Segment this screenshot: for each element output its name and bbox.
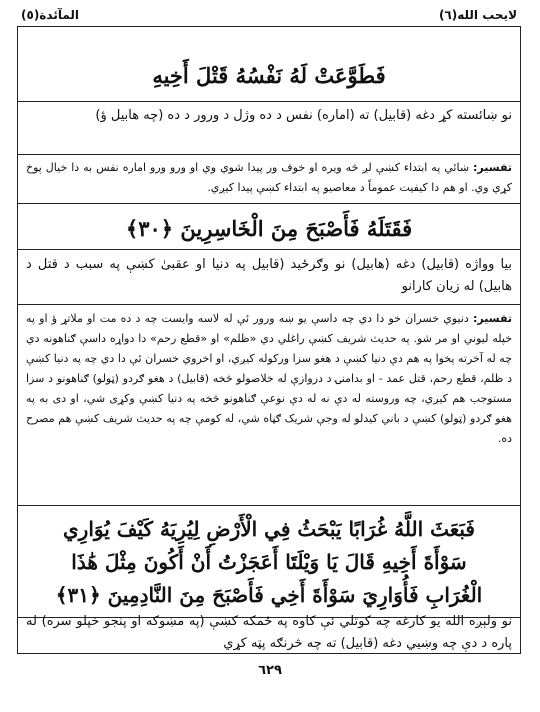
running-title-left: المآئدة(٥) bbox=[21, 8, 79, 22]
page-frame bbox=[17, 26, 521, 654]
tafsir-text: دنيوي خسران خو دا دي چه داسې يو ښه ورور ئې له لاسه وايست چه د ده مت او ملاتړ ؤ او په خپله ليوني او مر شو. په حديث شريف کښې راغلي دي «ظلم» او «قطع رحم» دا دواړه داسې ګناهونه دي چه له آخرته پخوا په هم دې دنيا کښې د هغو سزا ورکوله کيږي، او اخروي خسران ئې دا دي چه په دنيا کښې د ظلم، قطع رحم، قتل عمد - او بدامنۍ د دروازې له خلاصولو څخه (قابيل) د هغو ګردو (ټولو) ګناهونو د سزا مستوجب هم کيږي، چه وروسته له دې نه له دې نوعې ګناهونو څخه په دنيا کښې وکړی شي، او دی به په هغو ګردو (ټولو) کښې د باني کيدلو له وجې شريک ګڼاه شي، له کومې چه په حديث شريف کښې هم مصرح ده. bbox=[26, 312, 512, 445]
ayah-line: الْغُرَابِ فَأُوَارِيَ سَوْأَةَ أَخِي فَأَصْبَحَ مِنَ النَّادِمِينَ ﴿٣١﴾ bbox=[55, 583, 483, 607]
translation-2: بيا وواژه (قابيل) دغه (هابيل) نو وګرځيد (قابيل په دنيا او عقبیٰ کښې په سبب د قتل د هابيل) له زيان کارانو bbox=[26, 257, 512, 294]
divider bbox=[18, 505, 520, 506]
translation-3-text: نو ولېږه الله يو کارغه چه کوتلي ئې کاوه په ځمکه کښې (په مښوکه او پنجو خپلو سره) له پاره د دې چه وښيي دغه (قابيل) ته چه څرنګه پټه کړي bbox=[26, 614, 512, 651]
divider bbox=[18, 249, 520, 250]
divider bbox=[18, 203, 520, 204]
page-header bbox=[17, 6, 521, 26]
running-title-right: لايحب الله(٦) bbox=[438, 8, 517, 22]
divider bbox=[18, 101, 520, 102]
divider bbox=[18, 304, 520, 305]
tafsir-1 bbox=[18, 158, 520, 198]
ayah-line: سَوْأَةَ أَخِيهِ قَالَ يَا وَيْلَتَا أَعَجَزْتُ أَنْ أَكُونَ مِثْلَ هَٰذَا bbox=[71, 550, 467, 574]
tafsir-label: تفسير: bbox=[473, 312, 513, 325]
ayah-line: فَبَعَثَ اللَّهُ غُرَابًا يَبْحَثُ فِي الْأَرْضِ لِيُرِيَهُ كَيْفَ يُوَارِي bbox=[63, 517, 475, 541]
page-number: ٦٢٩ bbox=[258, 663, 282, 678]
divider bbox=[18, 154, 520, 155]
tafsir-label: تفسير: bbox=[473, 161, 512, 174]
tafsir-2 bbox=[18, 309, 520, 449]
translation-1: نو ښائسته کړ دغه (قابيل) ته (اماره) نفس د ده وژل د ورور د ده (چه هابيل ؤ) bbox=[95, 108, 512, 123]
tafsir-text: ښائي په ابتداء کښې لږ څه ويره او خوف ور پيدا شوي وي او ورو ورو اماره نفس به دا خيال پوخ کړي وي. او هم دا کيفيت عموماً د معاصيو په ابتداء کښې پيدا کيږي. bbox=[26, 161, 512, 194]
ayah-block-31 bbox=[18, 513, 520, 612]
ayah-heading-1: فَطَوَّعَتْ لَهُ نَفْسُهُ قَتْلَ أَخِيهِ bbox=[152, 63, 386, 88]
ayah-heading-2: فَقَتَلَهُ فَأَصْبَحَ مِنَ الْخَاسِرِينَ ﴿٣٠﴾ bbox=[125, 216, 413, 241]
